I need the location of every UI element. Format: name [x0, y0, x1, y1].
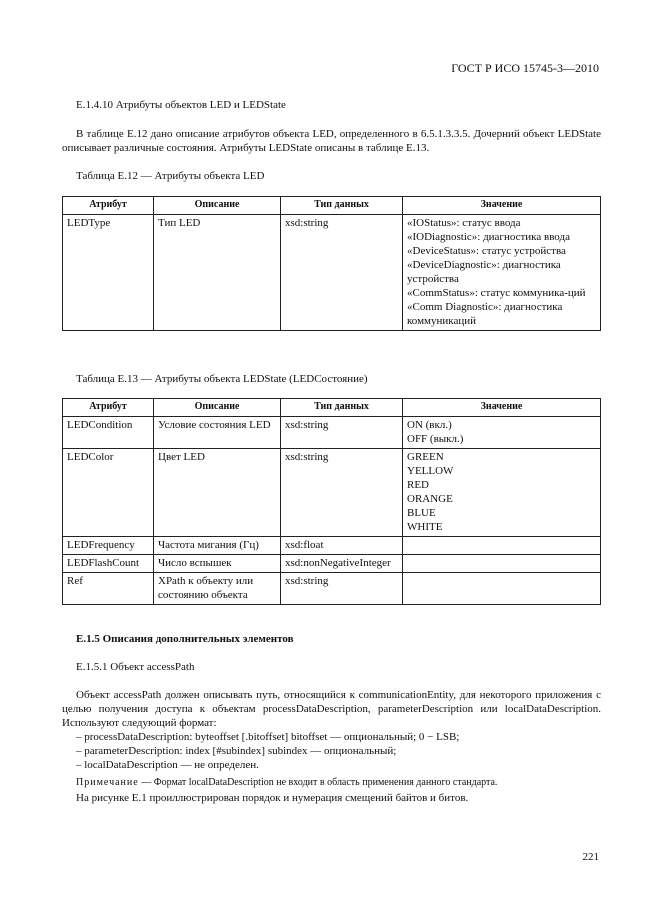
cell-desc: Цвет LED: [154, 449, 281, 537]
note: [76, 776, 497, 790]
cell-desc: Тип LED: [154, 215, 281, 331]
cell-attr: LEDColor: [63, 449, 154, 537]
cell-type: xsd:string: [281, 449, 403, 537]
section-heading: Е.1.5 Описания дополнительных элементов: [76, 633, 294, 645]
table-e13: [62, 398, 601, 605]
list-item: – processDataDescription: byteoffset [.bitoffset] bitoffset — опциональный; 0 − LSB;: [76, 731, 460, 743]
cell-type: xsd:string: [281, 573, 403, 605]
value-line: ON (вкл.): [407, 419, 452, 431]
cell-value: [403, 555, 601, 573]
value-line: GREEN: [407, 451, 444, 463]
table-row: [63, 417, 601, 449]
paragraph: Объект accessPath должен описывать путь, относящийся к communicationEntity, для некоторого приложения с целью получения доступа к объектам processDataDescription, parameterDescription или localDataDescription. Используют следующий формат:: [62, 689, 601, 729]
cell-attr: LEDFrequency: [63, 537, 154, 555]
value-line: «IOStatus»: статус ввода: [407, 217, 521, 229]
cell-type: xsd:nonNegativeInteger: [281, 555, 403, 573]
cell-value: [403, 573, 601, 605]
value-line: OFF (выкл.): [407, 433, 464, 445]
value-line: YELLOW: [407, 465, 454, 477]
paragraph: На рисунке Е.1 проиллюстрирован порядок и нумерация смещений байтов и битов.: [76, 792, 469, 804]
table-header-row: [63, 399, 601, 417]
table-caption: Таблица Е.13 — Атрибуты объекта LEDState (LEDСостояние): [76, 373, 368, 385]
paragraph: В таблице Е.12 дано описание атрибутов объекта LED, определенного в 6.5.1.3.3.5. Дочерний объект LEDState описывает различные состояния. Атрибуты LEDState описаны в таблице Е.13.: [62, 128, 601, 154]
cell-value: [403, 417, 601, 449]
cell-attr: Ref: [63, 573, 154, 605]
section-heading: Е.1.4.10 Атрибуты объектов LED и LEDState: [76, 99, 286, 111]
column-header: Значение: [403, 399, 601, 417]
cell-desc: Условие состояния LED: [154, 417, 281, 449]
cell-attr: LEDType: [63, 215, 154, 331]
table-row: [63, 537, 601, 555]
page-number: 221: [582, 851, 599, 863]
cell-attr: LEDCondition: [63, 417, 154, 449]
section-heading: Е.1.5.1 Объект accessPath: [76, 661, 195, 673]
format-list: [62, 730, 615, 772]
value-line: «Comm Diagnostic»: диагностика коммуникаций: [407, 301, 563, 327]
table-header-row: [63, 197, 601, 215]
cell-desc: Частота мигания (Гц): [154, 537, 281, 555]
value-line: «DeviceDiagnostic»: диагностика устройства: [407, 259, 561, 285]
cell-value: [403, 537, 601, 555]
cell-attr: LEDFlashCount: [63, 555, 154, 573]
column-header: Тип данных: [281, 399, 403, 417]
table-row: [63, 449, 601, 537]
note-label: Примечание: [76, 777, 139, 788]
column-header: Атрибут: [63, 197, 154, 215]
value-line: WHITE: [407, 521, 443, 533]
page-header: ГОСТ Р ИСО 15745-3—2010: [451, 61, 599, 75]
table-row: [63, 215, 601, 331]
value-line: «CommStatus»: статус коммуника-ций: [407, 287, 586, 299]
value-line: BLUE: [407, 507, 436, 519]
table-row: [63, 573, 601, 605]
column-header: Описание: [154, 399, 281, 417]
cell-type: xsd:string: [281, 417, 403, 449]
value-line: «DeviceStatus»: статус устройства: [407, 245, 566, 257]
list-item: – parameterDescription: index [#subindex] subindex — опциональный;: [76, 745, 397, 757]
list-item: – localDataDescription — не определен.: [76, 759, 259, 771]
value-line: ORANGE: [407, 493, 453, 505]
cell-type: xsd:float: [281, 537, 403, 555]
column-header: Тип данных: [281, 197, 403, 215]
cell-desc: XPath к объекту или состоянию объекта: [154, 573, 281, 605]
column-header: Значение: [403, 197, 601, 215]
column-header: Атрибут: [63, 399, 154, 417]
note-text: — Формат localDataDescription не входит в область применения данного стандарта.: [138, 777, 498, 788]
column-header: Описание: [154, 197, 281, 215]
cell-value: [403, 449, 601, 537]
table-e12: [62, 196, 601, 331]
value-line: «IODiagnostic»: диагностика ввода: [407, 231, 570, 243]
table-caption: Таблица Е.12 — Атрибуты объекта LED: [76, 170, 265, 182]
value-line: RED: [407, 479, 429, 491]
table-row: [63, 555, 601, 573]
cell-desc: Число вспышек: [154, 555, 281, 573]
cell-value: [403, 215, 601, 331]
cell-type: xsd:string: [281, 215, 403, 331]
